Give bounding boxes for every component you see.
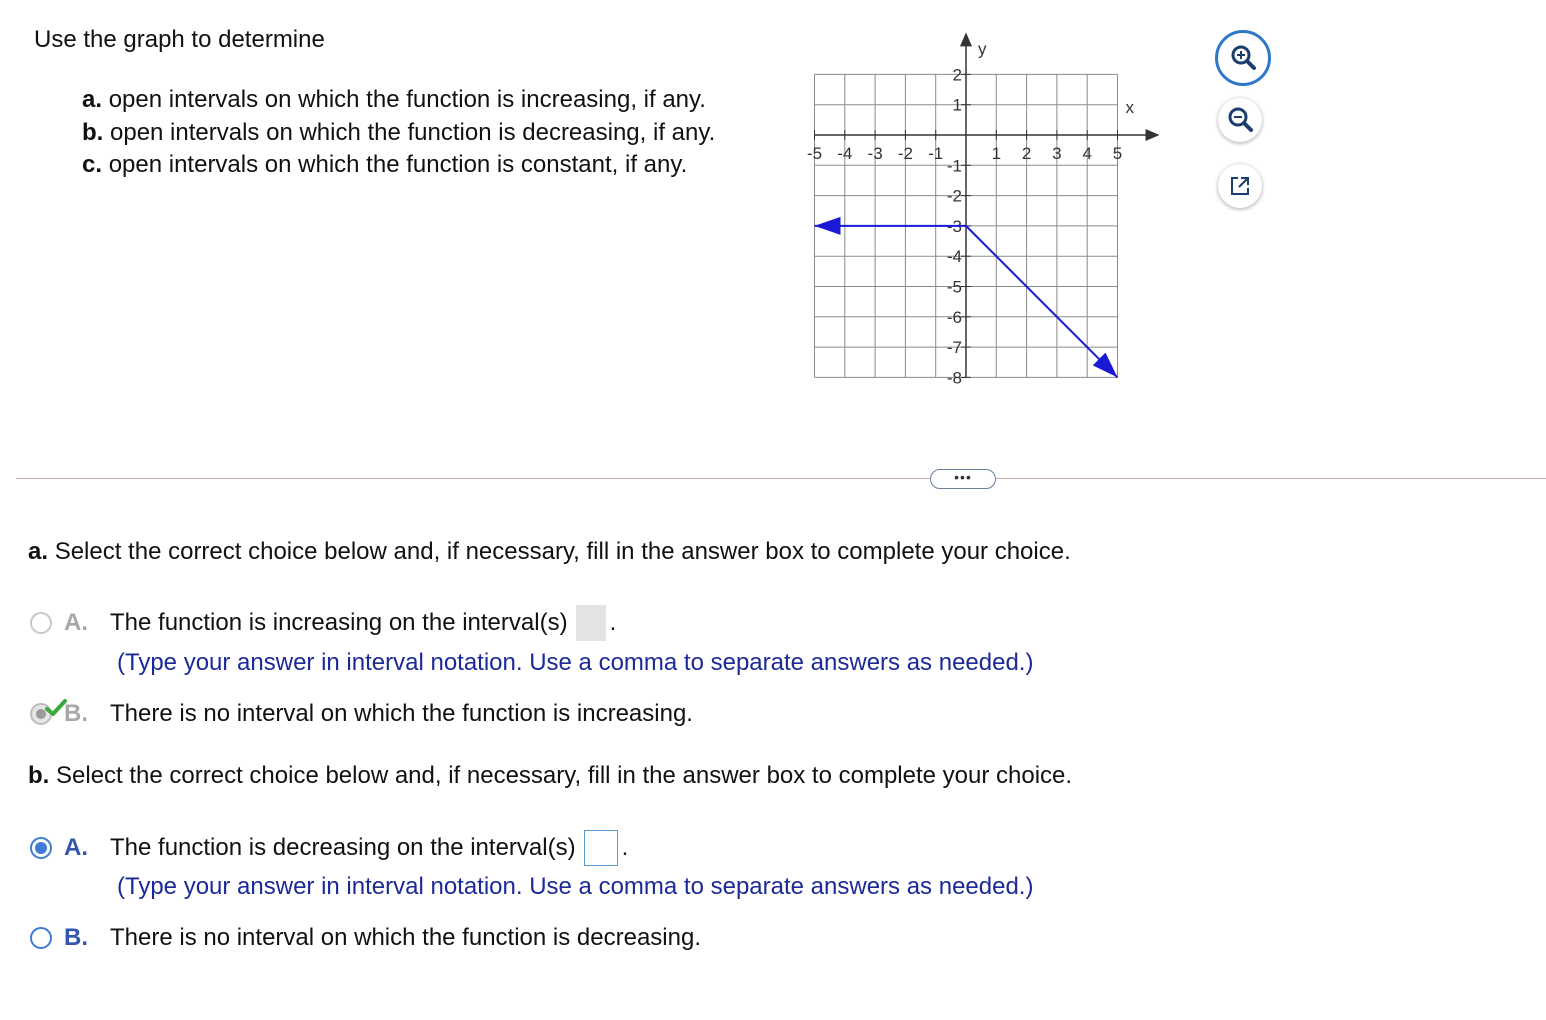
choice-text: There is no interval on which the function is increasing. bbox=[110, 700, 693, 727]
part-a-prompt bbox=[28, 538, 1071, 566]
prompt-text: Select the correct choice below and, if necessary, fill in the answer box to complete your choice. bbox=[54, 538, 1071, 565]
choice-text: The function is increasing on the interval(s) bbox=[110, 609, 568, 636]
more-button[interactable]: ••• bbox=[930, 469, 996, 489]
x-tick-label: -5 bbox=[806, 144, 823, 163]
y-tick-label: -7 bbox=[946, 338, 962, 358]
x-tick-label: -1 bbox=[928, 144, 944, 163]
part-b-answer-box[interactable] bbox=[584, 830, 618, 866]
x-axis-arrow bbox=[1146, 129, 1160, 141]
part-letter: a. bbox=[82, 86, 103, 113]
part-text: open intervals on which the function is decreasing, if any. bbox=[110, 118, 716, 146]
x-tick-label: 4 bbox=[1082, 144, 1092, 163]
part-letter: c. bbox=[82, 151, 103, 178]
prompt-letter: a. bbox=[28, 538, 49, 565]
choice-text: There is no interval on which the function is decreasing. bbox=[110, 924, 701, 951]
x-tick-label: -4 bbox=[837, 144, 853, 163]
choice-text: The function is decreasing on the interval(s) bbox=[110, 834, 576, 861]
zoom-in-button[interactable] bbox=[1215, 30, 1271, 86]
x-tick-label: 2 bbox=[1021, 144, 1032, 163]
part-letter: b. bbox=[82, 118, 104, 146]
prompt-text: Select the correct choice below and, if necessary, fill in the answer box to complete your choice. bbox=[56, 762, 1073, 789]
part-b-choice-b[interactable] bbox=[30, 918, 701, 958]
zoom-out-button[interactable] bbox=[1218, 98, 1262, 142]
y-axis-label: y bbox=[978, 39, 987, 59]
part-a-answer-box[interactable] bbox=[576, 605, 606, 641]
part-text: open intervals on which the function is increasing, if any. bbox=[108, 86, 706, 113]
part-a-choice-b-radio[interactable] bbox=[30, 703, 52, 725]
question-part-a bbox=[82, 84, 715, 117]
y-tick-label: -6 bbox=[946, 307, 962, 327]
question-part-c bbox=[82, 149, 715, 182]
y-tick-label: 1 bbox=[952, 95, 962, 115]
choice-letter: B. bbox=[64, 924, 88, 951]
checkmark-icon bbox=[45, 699, 67, 717]
part-a-choice-a-radio[interactable] bbox=[30, 612, 52, 634]
y-tick-label: -2 bbox=[946, 186, 962, 206]
choice-letter: A. bbox=[64, 834, 88, 861]
y-tick-label: -5 bbox=[946, 277, 962, 297]
part-a-choice-b[interactable] bbox=[30, 694, 693, 734]
question-intro: Use the graph to determine bbox=[34, 26, 325, 53]
y-tick-label: -1 bbox=[946, 156, 962, 176]
part-b-choice-a-radio[interactable] bbox=[30, 837, 52, 859]
graph-canvas bbox=[806, 30, 1190, 388]
popout-icon bbox=[1228, 174, 1252, 198]
part-b-choice-a[interactable] bbox=[30, 828, 628, 868]
x-axis-label: x bbox=[1125, 98, 1134, 117]
y-tick-label: -4 bbox=[946, 247, 962, 267]
part-b-choice-b-radio[interactable] bbox=[30, 927, 52, 949]
period: . bbox=[609, 609, 617, 636]
zoom-out-icon bbox=[1226, 106, 1254, 134]
part-text: open intervals on which the function is constant, if any. bbox=[108, 151, 688, 178]
x-tick-label: -3 bbox=[867, 144, 883, 163]
question-part-b bbox=[82, 117, 715, 150]
popout-button[interactable] bbox=[1218, 164, 1262, 208]
x-tick-label: -2 bbox=[897, 144, 913, 163]
part-a-choice-a[interactable] bbox=[30, 603, 616, 643]
x-tick-label: 3 bbox=[1052, 144, 1062, 163]
function-arrow-left bbox=[815, 217, 841, 235]
question-parts bbox=[82, 84, 715, 182]
y-tick-label: -8 bbox=[946, 368, 962, 388]
choice-letter: B. bbox=[64, 700, 88, 727]
y-axis-arrow bbox=[960, 32, 972, 46]
prompt-letter: b. bbox=[28, 762, 50, 789]
part-b-hint: (Type your answer in interval notation. Use a comma to separate answers as needed.) bbox=[117, 873, 1034, 900]
choice-letter: A. bbox=[64, 609, 88, 636]
zoom-in-icon bbox=[1229, 44, 1257, 72]
x-tick-label: 1 bbox=[991, 144, 1002, 163]
x-tick-label: 5 bbox=[1112, 144, 1123, 163]
part-a-hint: (Type your answer in interval notation. Use a comma to separate answers as needed.) bbox=[117, 649, 1034, 676]
part-b-prompt bbox=[28, 762, 1072, 790]
function-graph bbox=[806, 30, 1190, 388]
section-divider bbox=[16, 478, 1546, 479]
y-tick-label: 2 bbox=[952, 65, 962, 85]
y-tick-label: -3 bbox=[946, 216, 962, 236]
period: . bbox=[621, 834, 629, 861]
